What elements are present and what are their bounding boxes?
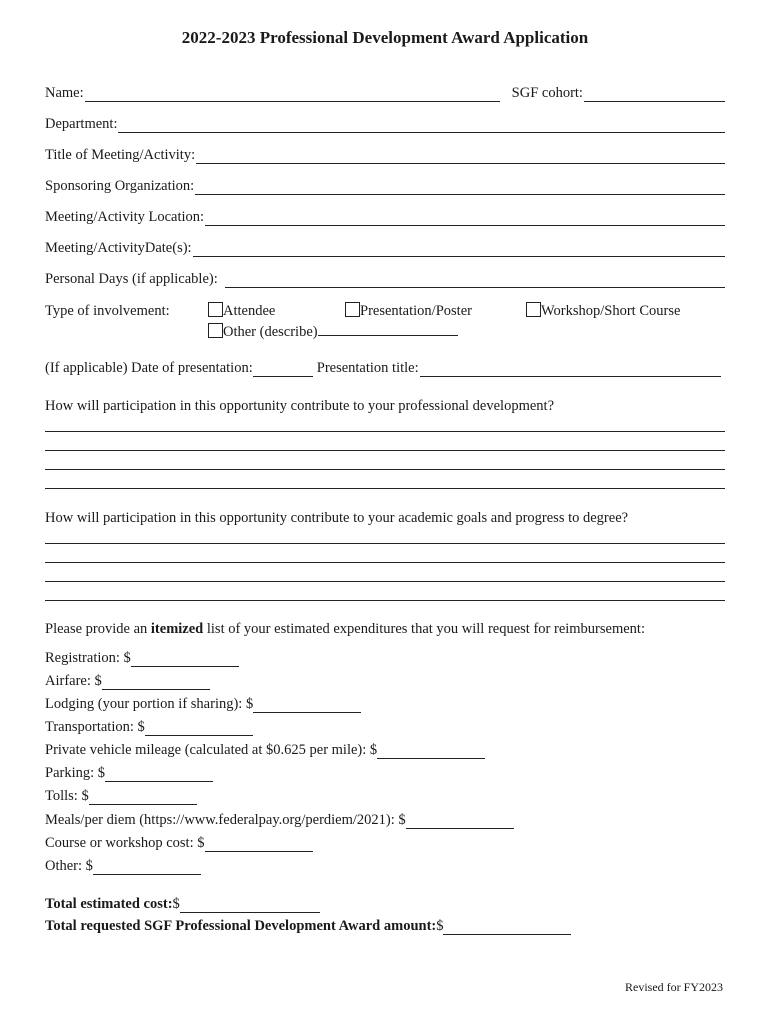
other-label: Other (describe) [223, 324, 318, 340]
mileage-field[interactable] [377, 744, 485, 759]
lodging-field[interactable] [253, 698, 361, 713]
academic-answer-line[interactable] [45, 543, 725, 544]
professional-answer-line[interactable] [45, 469, 725, 470]
academic-answer-line[interactable] [45, 581, 725, 582]
personal-days-label: Personal Days (if applicable): [45, 271, 218, 287]
tolls-label: Tolls: $ [45, 788, 89, 804]
other-expense-field[interactable] [93, 860, 201, 875]
other-expense-label: Other: $ [45, 858, 93, 874]
registration-row [45, 650, 239, 667]
total-requested-currency: $ [436, 918, 444, 934]
registration-field[interactable] [131, 652, 239, 667]
name-row [45, 82, 725, 102]
mileage-row [45, 742, 485, 759]
total-requested-label: Total requested SGF Professional Development Award amount: [45, 918, 437, 934]
airfare-label: Airfare: $ [45, 673, 102, 689]
dates-field[interactable] [193, 242, 725, 257]
total-estimated-currency: $ [172, 896, 180, 912]
sponsor-row [45, 175, 725, 195]
transportation-label: Transportation: $ [45, 719, 145, 735]
course-row [45, 835, 313, 852]
cohort-field[interactable] [584, 87, 725, 102]
other-option[interactable] [208, 321, 458, 341]
presentation-date-field[interactable] [253, 362, 313, 377]
department-label: Department: [45, 116, 118, 132]
lodging-row [45, 696, 361, 713]
parking-label: Parking: $ [45, 765, 106, 781]
total-requested-field[interactable] [443, 920, 571, 935]
registration-label: Registration: $ [45, 650, 131, 666]
transportation-field[interactable] [145, 721, 253, 736]
airfare-row [45, 673, 210, 690]
mileage-label: Private vehicle mileage (calculated at $0.625 per mile): $ [45, 742, 378, 758]
meals-label: Meals/per diem (https://www.federalpay.org/perdiem/2021): $ [45, 812, 406, 828]
attendee-checkbox[interactable] [208, 302, 223, 317]
meals-row [45, 812, 514, 829]
total-requested-row [45, 918, 571, 935]
academic-answer-line[interactable] [45, 600, 725, 601]
expenditures-intro-end: list of your estimated expenditures that you will request for reimbursement: [203, 621, 645, 637]
presentation-row [45, 357, 725, 377]
meeting-title-label: Title of Meeting/Activity: [45, 147, 196, 163]
professional-answer-line[interactable] [45, 431, 725, 432]
cohort-label: SGF cohort: [511, 85, 583, 101]
presentation-checkbox[interactable] [345, 302, 360, 317]
transportation-row [45, 719, 253, 736]
academic-question: How will participation in this opportunity contribute to your academic goals and progress to degree? [45, 510, 629, 526]
location-row [45, 206, 725, 226]
personal-days-field[interactable] [225, 273, 725, 288]
department-field[interactable] [118, 118, 725, 133]
revision-note: Revised for FY2023 [625, 980, 723, 994]
parking-field[interactable] [105, 767, 213, 782]
parking-row [45, 765, 213, 782]
academic-answer-line[interactable] [45, 562, 725, 563]
expenditures-intro-bold: itemized [150, 621, 204, 637]
sponsor-field[interactable] [195, 180, 725, 195]
meeting-title-field[interactable] [196, 149, 725, 164]
course-field[interactable] [205, 837, 313, 852]
total-estimated-row [45, 896, 320, 913]
other-expense-row [45, 858, 201, 875]
course-label: Course or workshop cost: $ [45, 835, 205, 851]
location-label: Meeting/Activity Location: [45, 209, 205, 225]
page-title: 2022-2023 Professional Development Award Application [181, 28, 589, 47]
professional-answer-line[interactable] [45, 488, 725, 489]
other-checkbox[interactable] [208, 323, 223, 338]
dates-row [45, 237, 725, 257]
lodging-label: Lodging (your portion if sharing): $ [45, 696, 254, 712]
personal-days-row [45, 268, 725, 288]
expenditures-intro-start: Please provide an [45, 621, 151, 637]
workshop-checkbox[interactable] [526, 302, 541, 317]
presentation-option[interactable] [345, 302, 472, 320]
professional-answer-line[interactable] [45, 450, 725, 451]
total-estimated-label: Total estimated cost: [45, 896, 173, 912]
presentation-date-label: (If applicable) Date of presentation: [45, 360, 253, 376]
attendee-option[interactable] [208, 302, 275, 320]
expenditures-intro [45, 621, 645, 638]
presentation-label: Presentation/Poster [360, 303, 472, 319]
tolls-field[interactable] [89, 790, 197, 805]
airfare-field[interactable] [102, 675, 210, 690]
name-field[interactable] [85, 87, 500, 102]
attendee-label: Attendee [223, 303, 276, 319]
presentation-title-label: Presentation title: [316, 360, 419, 376]
meals-field[interactable] [406, 814, 514, 829]
tolls-row [45, 788, 197, 805]
dates-label: Meeting/ActivityDate(s): [45, 240, 192, 256]
other-describe-field[interactable] [318, 321, 458, 336]
meeting-title-row [45, 144, 725, 164]
department-row [45, 113, 725, 133]
workshop-label: Workshop/Short Course [541, 303, 681, 319]
name-label: Name: [45, 85, 84, 101]
presentation-title-field[interactable] [420, 362, 721, 377]
sponsor-label: Sponsoring Organization: [45, 178, 195, 194]
professional-question: How will participation in this opportunity contribute to your professional development? [45, 398, 555, 414]
workshop-option[interactable] [526, 302, 680, 320]
location-field[interactable] [205, 211, 725, 226]
involvement-label: Type of involvement: [45, 303, 170, 319]
total-estimated-field[interactable] [180, 898, 320, 913]
